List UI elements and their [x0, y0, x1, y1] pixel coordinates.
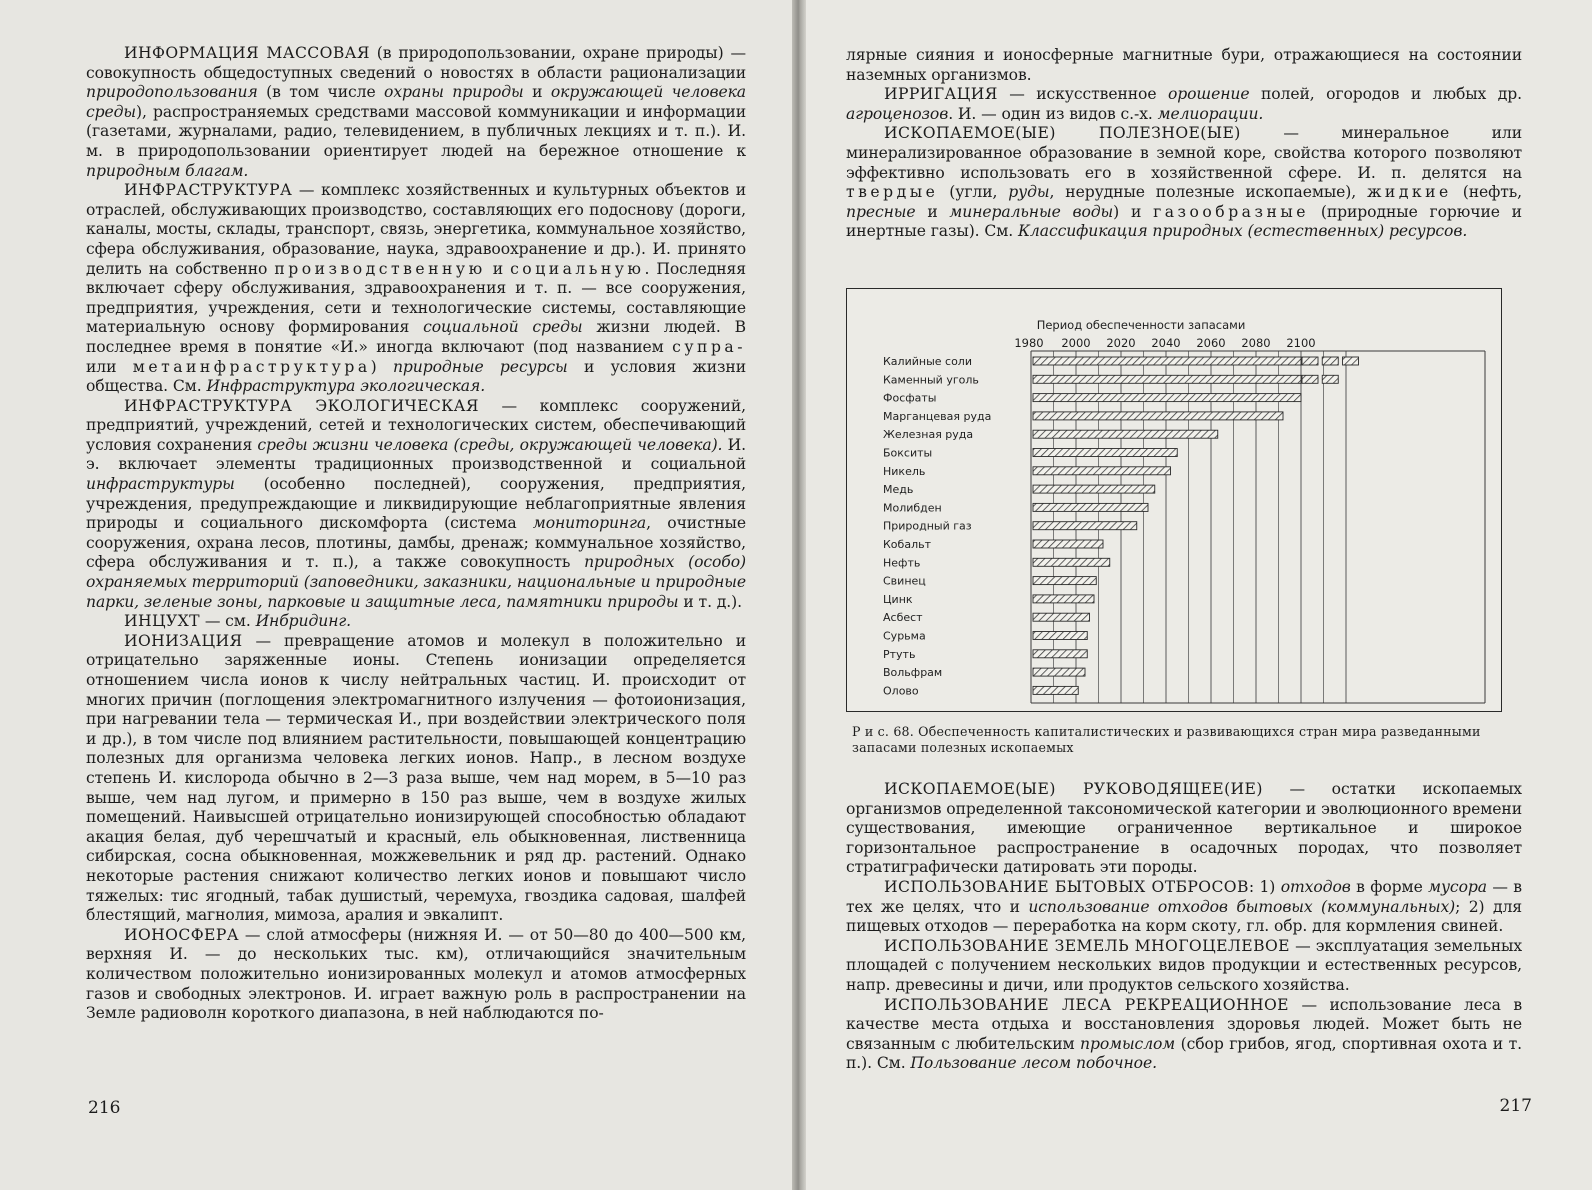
- x-tick-label: 2000: [1061, 336, 1091, 350]
- bar: [1033, 595, 1094, 603]
- entry-text: : 1): [1248, 877, 1281, 896]
- bar: [1033, 394, 1301, 402]
- entry-text: социальную: [510, 259, 645, 278]
- entry-text: отходов: [1280, 877, 1351, 896]
- entry-text: (в природопользовании, охране природы) — совокупность общедоступных сведений о новостях в области рационализации: [86, 44, 746, 82]
- entry-text: природные ресурсы: [392, 357, 568, 376]
- entry-text: среды жизни человека (среды, окружающей человека).: [257, 435, 723, 454]
- entry-text: социальной среды: [423, 318, 583, 337]
- entry-text: — в тех же целях, что и: [846, 877, 1522, 916]
- entry-text: и: [485, 259, 511, 278]
- entry-text: супра-: [672, 337, 746, 356]
- entry-text: или: [86, 357, 133, 376]
- entry-text: — эксплуатация земельных площадей с получением нескольких видов продукции и естественных ресурсов, напр. древесины и дичи, или продуктов сельского хозяйства.: [846, 936, 1523, 994]
- bar-extension: [1302, 357, 1318, 365]
- entry-text: мониторинга: [532, 514, 647, 533]
- entry-text: и условия жизни общества. См.: [86, 357, 746, 396]
- figure-caption: Р и с. 68. Обеспеченность капиталистических и развивающихся стран мира разведанными запасами полезных ископаемых: [852, 724, 1481, 755]
- entry-headword: ИСПОЛЬЗОВАНИЕ ЗЕМЕЛЬ МНОГОЦЕЛЕВОЕ: [884, 936, 1290, 955]
- dictionary-entry: [846, 878, 1522, 937]
- dictionary-entry: [846, 996, 1522, 1074]
- entry-headword: ИНФРАСТРУКТУРА: [124, 181, 293, 200]
- dictionary-entry: [846, 124, 1522, 242]
- category-label: Никель: [883, 464, 926, 478]
- entry-text: — превращение атомов и молекул в положительно и отрицательно заряженные ионы. Степень ионизации определяется отношением числа ионов к числу нейтральных частиц. И. происходит от многих причин (поглощения электромагнитного излучения — фотоионизация, при нагревании тела — термическая И., при воздействии электрического поля и др.), в том числе под влиянием растительности, повышающей концентрацию полезных для организма человека легких ионов. Напр., в лесном воздухе степень И. кислорода обычно в 2—3 раза выше, чем над морем, в 5—10 раз выше, чем над лугом, и примерно в 150 раз выше, чем в воздухе жилых помещений. Наивысшей отрицательно ионизирующей способностью обладают акация белая, дуб черешчатый и красный, ель обыкновенная, лиственница сибирская, сосна обыкновенная, можжевельник и ряд др. растений. Однако некоторые растения снижают количество легких ионов и повышают число тяжелых: тис ягодный, табак душистый, черемуха, гвоздика садовая, шалфей блестящий, магнолия, мимоза, аралия и эвкалипт.: [86, 631, 746, 925]
- entry-text: Пользование лесом побочное.: [910, 1054, 1157, 1073]
- bar: [1033, 650, 1087, 658]
- entry-headword: ИСКОПАЕМОЕ(ЫЕ) ПОЛЕЗНОЕ(ЫЕ): [884, 124, 1241, 143]
- entry-text: охраны природы: [384, 83, 524, 102]
- entry-text: промыслом: [1080, 1034, 1176, 1053]
- book-gutter: [792, 0, 806, 1190]
- category-label: Нефть: [883, 556, 921, 570]
- entry-text: природопользования: [86, 83, 258, 102]
- category-label: Фосфаты: [883, 391, 937, 405]
- entry-text: в форме: [1350, 877, 1429, 896]
- category-label: Калийные соли: [883, 355, 972, 368]
- entry-headword: ИНЦУХТ: [124, 612, 200, 631]
- entry-text: производственную: [274, 259, 486, 278]
- entry-headword: ИНФОРМАЦИЯ МАССОВАЯ: [124, 44, 370, 62]
- entry-text: Классификация природных (естественных) ресурсов.: [1017, 222, 1468, 241]
- bar: [1033, 577, 1096, 585]
- dictionary-entry: [846, 85, 1522, 124]
- category-label: Марганцевая руда: [883, 409, 992, 423]
- entry-text: (в том числе: [257, 83, 385, 102]
- category-label: Вольфрам: [883, 666, 943, 680]
- entry-text: минеральные воды: [949, 202, 1114, 221]
- entry-text: , очистные сооружения, охрана лесов, плотины, дамбы, дренаж; коммунальное хозяйство, сфера обслуживания и т. п.), а также совокупность: [86, 514, 746, 572]
- bar-extension: [1322, 357, 1338, 365]
- dictionary-entry: [86, 632, 746, 926]
- entry-text: и: [523, 83, 551, 102]
- chart-title: Период обеспеченности запасами: [1036, 318, 1246, 332]
- entry-text: жидкие: [1367, 183, 1452, 202]
- bar: [1033, 449, 1177, 457]
- entry-text: жизни людей. В последнее время в понятие «И.» иногда включают (под названием: [86, 318, 746, 356]
- entry-headword: ИОНОСФЕРА: [124, 925, 239, 944]
- entry-headword: ИСКОПАЕМОЕ(ЫЕ) РУКОВОДЯЩЕЕ(ИЕ): [884, 780, 1263, 798]
- bar: [1033, 485, 1155, 493]
- dictionary-entry: [86, 181, 746, 397]
- category-label: Свинец: [883, 574, 926, 588]
- dictionary-entry: [846, 46, 1522, 85]
- entry-text: . И. — один из видов с.-х.: [948, 104, 1158, 123]
- bar: [1033, 357, 1301, 365]
- category-label: Бокситы: [883, 446, 933, 460]
- bar: [1033, 558, 1110, 566]
- bar-chart: [847, 289, 1503, 713]
- right-page: [806, 0, 1592, 1190]
- entry-headword: ИСПОЛЬЗОВАНИЕ БЫТОВЫХ ОТБРОСОВ: [884, 877, 1249, 896]
- entry-text: руды: [1008, 183, 1050, 202]
- entry-text: ): [370, 357, 393, 376]
- dictionary-entry: [86, 397, 746, 613]
- entry-headword: ИСПОЛЬЗОВАНИЕ ЛЕСА РЕКРЕАЦИОННОЕ: [884, 995, 1289, 1014]
- entry-text: (особенно последней), сооружения, предприятия, учреждения, предупреждающие и ликвидирующие неблагоприятные явления природы и социального дискомфорта (система: [86, 475, 746, 533]
- entry-headword: ИНФРАСТРУКТУРА ЭКОЛОГИЧЕСКАЯ: [124, 396, 479, 415]
- bar: [1033, 540, 1103, 548]
- entry-text: твердые: [846, 183, 939, 202]
- entry-text: мелиорации.: [1157, 104, 1264, 123]
- entry-text: (сбор грибов, ягод, спортивная охота и т. п.). См.: [846, 1034, 1522, 1073]
- entry-text: (природные горючие и инертные газы). См.: [846, 202, 1522, 241]
- figure-68-chart: [846, 288, 1502, 712]
- category-label: Ртуть: [883, 647, 916, 661]
- entry-text: пресные: [846, 202, 916, 221]
- category-label: Каменный уголь: [883, 373, 979, 387]
- dictionary-entry: [846, 780, 1522, 878]
- category-label: Железная руда: [883, 428, 974, 442]
- left-page: [0, 0, 792, 1190]
- page-number-left: 216: [88, 1098, 121, 1118]
- bar-extension: [1343, 357, 1359, 365]
- page-number-right: 217: [1499, 1096, 1532, 1116]
- entry-text: — остатки ископаемых организмов определенной таксономической категории и эволюционного времени существования, имеющие ограниченное вертикальное и широкое горизонтальное распространение в осадочных породах, что позволяет стратиграфически датировать эти породы.: [846, 780, 1522, 877]
- category-label: Медь: [883, 483, 914, 497]
- category-label: Асбест: [883, 611, 923, 625]
- entry-text: , нерудные полезные ископаемые),: [1049, 183, 1368, 202]
- entry-text: ) и: [1113, 202, 1154, 221]
- category-label: Природный газ: [883, 519, 972, 533]
- bar: [1033, 522, 1137, 530]
- entry-text: ), распространяемых средствами массовой коммуникации и информации (газетами, журналами, радио, телевидением, в публичных лекциях и т. п.). И. м. в природопользовании ориентирует людей на бережное отношение к: [86, 102, 746, 160]
- dictionary-entry: [86, 926, 746, 1024]
- entry-text: — см.: [199, 612, 256, 631]
- bar-extension: [1322, 375, 1338, 383]
- entry-headword: ИОНИЗАЦИЯ: [124, 631, 243, 650]
- entry-text: газообразные: [1153, 202, 1310, 221]
- bar: [1033, 668, 1085, 676]
- entry-text: ; 2) для пищевых отходов — переработка на корм скоту, гл. обр. для кормления свиней.: [846, 897, 1522, 936]
- bar: [1033, 467, 1171, 475]
- bar: [1033, 613, 1090, 621]
- bar: [1033, 375, 1301, 383]
- entry-text: природным благам.: [86, 161, 249, 180]
- entry-text: инфраструктуры: [86, 475, 235, 494]
- entry-text: природных (особо) охраняемых территорий (заповедники, заказники, национальные и природные парки, зеленые зоны, парковые и защитные леса, памятники природы: [86, 553, 746, 611]
- entry-text: И. э. включает элементы традиционных производственной и социальной: [86, 435, 746, 474]
- left-page-text: [86, 44, 746, 1024]
- entry-text: и: [915, 202, 950, 221]
- dictionary-entry: [86, 612, 746, 632]
- category-label: Молибден: [883, 501, 942, 515]
- entry-text: (угли,: [938, 183, 1009, 202]
- category-label: Кобальт: [883, 538, 931, 551]
- bar: [1033, 412, 1283, 420]
- entry-text: — минеральное или минерализированное образование в земной коре, свойства которого позволяют эффективно использовать его в хозяйственной сфере. И. п. делятся на: [846, 124, 1522, 182]
- right-page-top-text: [846, 46, 1522, 242]
- entry-text: — комплекс хозяйственных и культурных объектов и отраслей, обслуживающих производство, составляющих его подоснову (дороги, каналы, мосты, склады, транспорт, связь, энергетика, коммунальное хозяйство, сфера обслуживания, образование, наука, здравоохранение и др.). И. принято делить на собственно: [86, 181, 746, 278]
- x-tick-label: 1980: [1014, 336, 1044, 350]
- dictionary-entry: [846, 937, 1522, 996]
- bar: [1033, 503, 1148, 511]
- entry-text: и т. д.).: [678, 592, 742, 611]
- bar: [1033, 632, 1087, 640]
- x-tick-label: 2060: [1196, 336, 1226, 350]
- entry-text: мусора: [1428, 877, 1487, 896]
- entry-text: — искусственное: [997, 85, 1168, 104]
- entry-text: (нефть,: [1451, 183, 1522, 202]
- entry-text: Инфраструктура экологическая.: [206, 377, 486, 396]
- bar: [1033, 430, 1218, 438]
- category-label: Олово: [883, 684, 919, 698]
- entry-headword: ИРРИГАЦИЯ: [884, 85, 998, 104]
- entry-text: агроценозов: [846, 104, 949, 123]
- entry-text: орошение: [1167, 85, 1250, 104]
- x-tick-label: 2020: [1106, 336, 1136, 350]
- bar: [1033, 686, 1078, 694]
- entry-text: — использование леса в качестве места отдыха и восстановления здоровья людей. Может быть не связанным с любительским: [846, 995, 1522, 1053]
- entry-text: использование отходов бытовых (коммунальных): [1028, 897, 1456, 916]
- entry-text: метаинфраструктура: [132, 357, 371, 376]
- x-tick-label: 2080: [1241, 336, 1271, 350]
- entry-text: . Последняя включает сферу обслуживания, здравоохранения и т. п. — все сооружения, предприятия, учреждения, сети и технологические системы, составляющие материальную основу формирования: [86, 259, 746, 337]
- entry-text: Инбридинг.: [255, 612, 352, 631]
- entry-text: полей, огородов и любых др.: [1249, 85, 1522, 104]
- right-page-bottom-text: [846, 780, 1522, 1074]
- category-label: Сурьма: [883, 629, 926, 643]
- entry-text: окружающей человека среды: [86, 83, 746, 121]
- dictionary-entry: [86, 44, 746, 181]
- bar-extension: [1302, 375, 1318, 383]
- x-tick-label: 2040: [1151, 336, 1181, 350]
- entry-text: лярные сияния и ионосферные магнитные бури, отражающиеся на состоянии наземных организмов.: [846, 46, 1522, 84]
- x-tick-label: 2100: [1286, 336, 1316, 350]
- category-label: Цинк: [883, 592, 913, 606]
- entry-text: — слой атмосферы (нижняя И. — от 50—80 до 400—500 км, верхняя И. — до нескольких тыс. км), отличающийся значительным количеством положительно ионизированных молекул и атомов атмосферных газов и свободных электронов. И. играет важную роль в распространении на Земле радиоволн короткого диапазона, в ней наблюдаются по-: [86, 925, 746, 1023]
- entry-text: — комплекс сооружений, предприятий, учреждений, сетей и технологических систем, обеспечивающий условия сохранения: [86, 396, 747, 454]
